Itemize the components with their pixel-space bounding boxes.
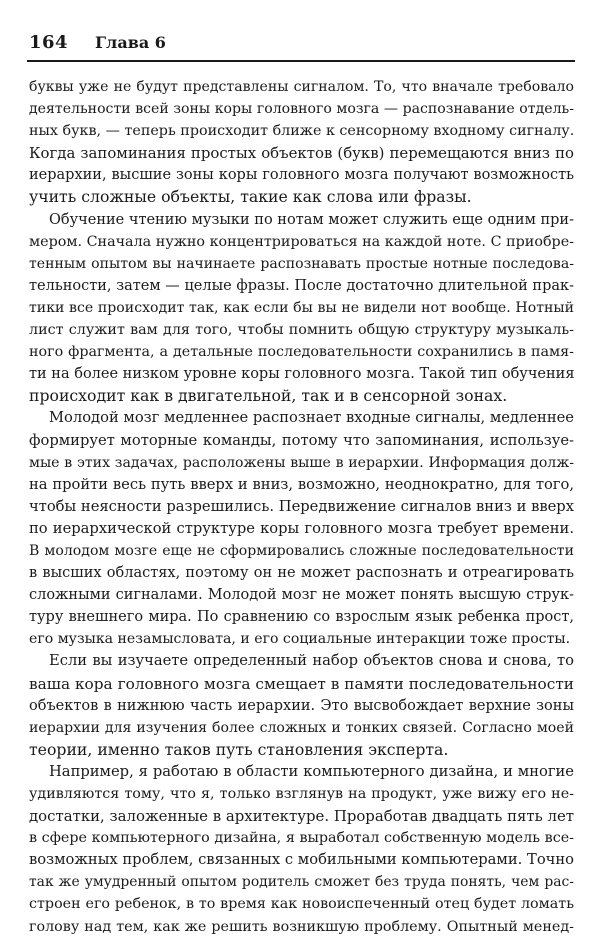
text-line: иерархии, высшие зоны коры головного мозга получают возможность <box>29 167 574 184</box>
text-line: в сфере компьютерного дизайна, я выработал собственную модель все- <box>29 830 574 847</box>
text-line: удивляются тому, что я, только взглянув на продукт, уже вижу его не- <box>29 786 574 802</box>
text-line: буквы уже не будут представлены сигналом. То, что вначале требовало <box>29 79 574 95</box>
text-line: учить сложные объекты, такие как слова или фразы. <box>29 187 472 207</box>
text-line: на пройти весь путь вверх и вниз, возможно, неоднократно, для того, <box>29 475 574 493</box>
text-line: его музыка незамысловата, и его социальные интеракции тоже просты. <box>29 631 571 648</box>
text-line: в высших областях, поэтому он не может распознать и отреагировать <box>29 565 574 582</box>
text-line: происходит как в двигательной, так и в сенсорной зонах. <box>29 386 508 406</box>
text-line: тики все происходит так, как если бы вы не видели нот вообще. Нотный <box>29 299 574 316</box>
text-line: ного фрагмента, а детальные последовательности сохранились в памя- <box>29 344 574 361</box>
text-line: объектов в нижнюю часть иерархии. Это высвобождает верхние зоны <box>29 697 574 714</box>
page-header <box>27 26 575 62</box>
text-line: иерархии для изучения более сложных и тонких связей. Согласно моей <box>29 719 574 736</box>
page-number: 164 <box>29 32 69 53</box>
text-line: В молодом мозге еще не сформировались сложные последовательности <box>29 542 574 559</box>
text-line: ных букв, — теперь происходит ближе к сенсорному входному сигналу. <box>29 123 575 140</box>
text-line: тельности, затем — целые фразы. После достаточно длительной прак- <box>29 277 574 294</box>
text-line: лист служит вам для того, чтобы помнить общую структуру музыкаль- <box>29 322 574 339</box>
body-text <box>29 76 574 938</box>
text-line: возможных проблем, связанных с мобильными компьютерами. Точно <box>29 851 574 869</box>
text-line: Молодой мозг медленнее распознает входные сигналы, медленнее <box>49 409 574 427</box>
text-line: Обучение чтению музыки по нотам может служить еще одним при- <box>49 211 574 228</box>
text-line: достатки, заложенные в архитектуре. Проработав двадцать пять лет <box>29 807 574 826</box>
text-line: строен его ребенок, в то время как новоиспеченный отец будет ломать <box>29 896 574 913</box>
text-line: ти на более низком уровне коры головного мозга. Такой тип обучения <box>29 366 575 383</box>
text-line: по иерархической структуре коры головного мозга требует времени. <box>29 519 574 537</box>
text-line: голову над тем, как же решить возникшую проблему. Опытный менед- <box>29 918 574 935</box>
text-line: сложными сигналами. Молодой мозг не может понять высшую струк- <box>29 587 574 604</box>
text-line: деятельности всей зоны коры головного мозга — распознавание отдель- <box>29 101 574 118</box>
text-line: туру внешнего мира. По сравнению со взрослым язык ребенка прост, <box>29 609 574 626</box>
text-line: ваша кора головного мозга смещает в памяти последовательности <box>29 674 574 693</box>
text-line: Когда запоминания простых объектов (букв) перемещаются вниз по <box>29 144 574 163</box>
chapter-title: Глава 6 <box>95 33 166 52</box>
text-line: формирует моторные команды, потому что запоминания, используе- <box>29 431 574 449</box>
text-line: мые в этих задачах, расположены выше в иерархии. Информация долж- <box>29 454 574 471</box>
text-line: теории, именно таков путь становления эксперта. <box>29 739 449 759</box>
text-line: Если вы изучаете определенный набор объектов снова и снова, то <box>49 652 574 670</box>
text-line: так же умудренный опытом родитель сможет без труда понять, чем рас- <box>29 874 574 891</box>
text-line: Например, я работаю в области компьютерного дизайна, и многие <box>49 762 574 780</box>
text-line: чтобы неясности разрешились. Передвижение сигналов вниз и вверх <box>29 497 574 515</box>
text-line: тенным опытом вы начинаете распознавать простые нотные последова- <box>29 255 574 272</box>
text-line: мером. Сначала нужно концентрироваться на каждой ноте. С приобре- <box>29 233 574 250</box>
